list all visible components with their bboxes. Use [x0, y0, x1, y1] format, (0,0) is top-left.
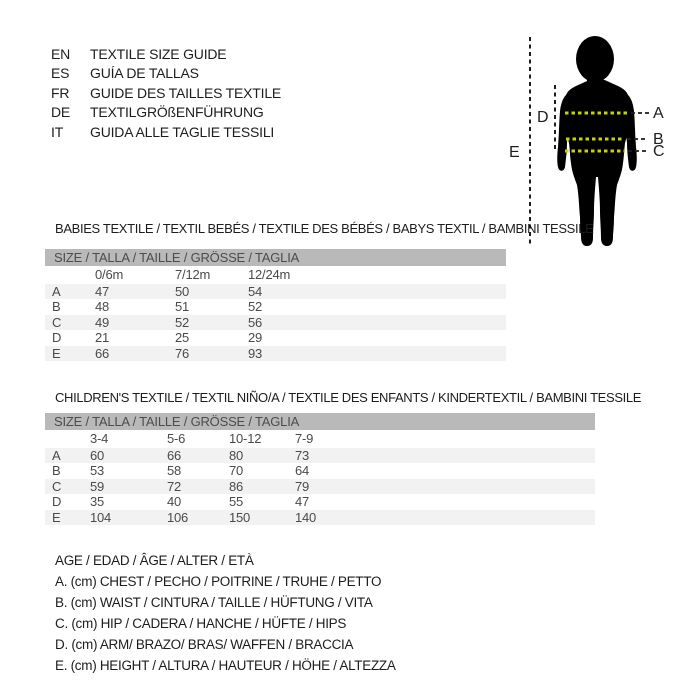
- table-row: [45, 346, 506, 362]
- language-title-list: [51, 45, 281, 142]
- table-row: [45, 284, 506, 300]
- table-row: [45, 494, 595, 510]
- table-cell: 66: [95, 345, 110, 361]
- table-cell: 104: [90, 509, 112, 525]
- table-row: [45, 479, 595, 495]
- language-code: ES: [51, 65, 70, 82]
- table-cell: 53: [90, 463, 105, 479]
- table-cell: 56: [248, 314, 263, 330]
- table-row: [45, 510, 595, 526]
- table-cell: 48: [95, 299, 110, 315]
- legend-item-chest: A. (cm) CHEST / PECHO / POITRINE / TRUHE / PETTO: [55, 574, 382, 589]
- table-cell: 86: [229, 478, 244, 494]
- measure-label-a: A: [653, 105, 664, 122]
- language-title: GUIDE DES TAILLES TEXTILE: [90, 84, 282, 101]
- table-cell: 64: [295, 463, 310, 479]
- table-cell: 35: [90, 494, 105, 510]
- column-header: 10-12: [229, 431, 262, 447]
- table-cell: 140: [295, 509, 317, 525]
- table-cell: 29: [248, 330, 263, 346]
- legend-age-line: AGE / EDAD / ÂGE / ALTER / ETÀ: [55, 553, 254, 568]
- table-cell: 72: [167, 478, 182, 494]
- size-header-bar: SIZE / TALLA / TAILLE / GRÖSSE / TAGLIA: [45, 413, 595, 430]
- column-header: 5-6: [167, 431, 186, 447]
- language-code: IT: [51, 123, 64, 140]
- table-cell: 59: [90, 478, 105, 494]
- column-header-row: [45, 430, 595, 448]
- row-label: B: [52, 463, 61, 479]
- row-label: A: [52, 283, 61, 299]
- legend-item-arm: D. (cm) ARM/ BRAZO/ BRAS/ WAFFEN / BRACCIA: [55, 637, 354, 652]
- row-label: E: [52, 509, 61, 525]
- children-size-table: [45, 413, 595, 525]
- row-label: B: [52, 299, 61, 315]
- legend-item-hip: C. (cm) HIP / CADERA / HANCHE / HÜFTE / HIPS: [55, 616, 347, 631]
- measure-label-b: B: [653, 131, 664, 148]
- language-row: [51, 45, 281, 64]
- row-label: A: [52, 447, 61, 463]
- children-table-title: CHILDREN'S TEXTILE / TEXTIL NIÑO/A / TEXTILE DES ENFANTS / KINDERTEXTIL / BAMBINI TESSILE: [55, 390, 642, 405]
- table-cell: 47: [95, 283, 110, 299]
- column-header: 7-9: [295, 431, 314, 447]
- column-header-row: [45, 266, 506, 284]
- table-cell: 52: [175, 314, 190, 330]
- table-cell: 79: [295, 478, 310, 494]
- table-cell: 66: [167, 447, 182, 463]
- measurement-legend: [55, 550, 396, 676]
- language-code: EN: [51, 46, 71, 62]
- language-title: GUIDA ALLE TAGLIE TESSILI: [90, 123, 275, 140]
- table-cell: 25: [175, 330, 190, 346]
- measure-label-d: D: [537, 109, 549, 126]
- language-title: TEXTILE SIZE GUIDE: [90, 46, 227, 62]
- table-cell: 50: [175, 283, 190, 299]
- column-header: 3-4: [90, 431, 109, 447]
- table-cell: 106: [167, 509, 189, 525]
- language-row: [51, 64, 281, 83]
- language-code: FR: [51, 84, 70, 101]
- size-header-bar: SIZE / TALLA / TAILLE / GRÖSSE / TAGLIA: [45, 249, 506, 266]
- table-row: [45, 463, 595, 479]
- row-label: D: [52, 330, 62, 346]
- table-cell: 55: [229, 494, 244, 510]
- column-header: 7/12m: [175, 267, 211, 283]
- table-cell: 58: [167, 463, 182, 479]
- table-cell: 49: [95, 314, 110, 330]
- table-cell: 150: [229, 509, 251, 525]
- column-header: 0/6m: [95, 267, 124, 283]
- language-row: [51, 84, 281, 103]
- language-title: GUÍA DE TALLAS: [90, 65, 199, 82]
- row-label: E: [52, 345, 61, 361]
- table-row: [45, 299, 506, 315]
- measure-label-c: C: [653, 143, 665, 160]
- row-label: D: [52, 494, 62, 510]
- column-header: 12/24m: [248, 267, 291, 283]
- table-cell: 52: [248, 299, 263, 315]
- table-cell: 51: [175, 299, 190, 315]
- table-cell: 21: [95, 330, 110, 346]
- legend-item-height: E. (cm) HEIGHT / ALTURA / HAUTEUR / HÖHE / ALTEZZA: [55, 658, 396, 673]
- table-cell: 93: [248, 345, 263, 361]
- table-row: [45, 315, 506, 331]
- table-cell: 80: [229, 447, 244, 463]
- row-label: C: [52, 478, 62, 494]
- legend-item-waist: B. (cm) WAIST / CINTURA / TAILLE / HÜFTUNG / VITA: [55, 595, 373, 610]
- measure-label-e: E: [509, 144, 520, 161]
- babies-size-table: [45, 249, 506, 361]
- table-cell: 73: [295, 447, 310, 463]
- table-cell: 54: [248, 283, 263, 299]
- table-row: [45, 330, 506, 346]
- table-cell: 40: [167, 494, 182, 510]
- language-row: [51, 123, 281, 142]
- child-silhouette: [557, 36, 637, 246]
- table-cell: 76: [175, 345, 190, 361]
- babies-table-title: BABIES TEXTILE / TEXTIL BEBÉS / TEXTILE DES BÉBÉS / BABYS TEXTIL / BAMBINI TESSILE: [55, 221, 594, 236]
- language-title: TEXTILGRÖßENFÜHRUNG: [90, 104, 264, 121]
- table-cell: 70: [229, 463, 244, 479]
- table-cell: 60: [90, 447, 105, 463]
- language-code: DE: [51, 104, 71, 121]
- row-label: C: [52, 314, 62, 330]
- table-row: [45, 448, 595, 464]
- table-cell: 47: [295, 494, 310, 510]
- language-row: [51, 103, 281, 122]
